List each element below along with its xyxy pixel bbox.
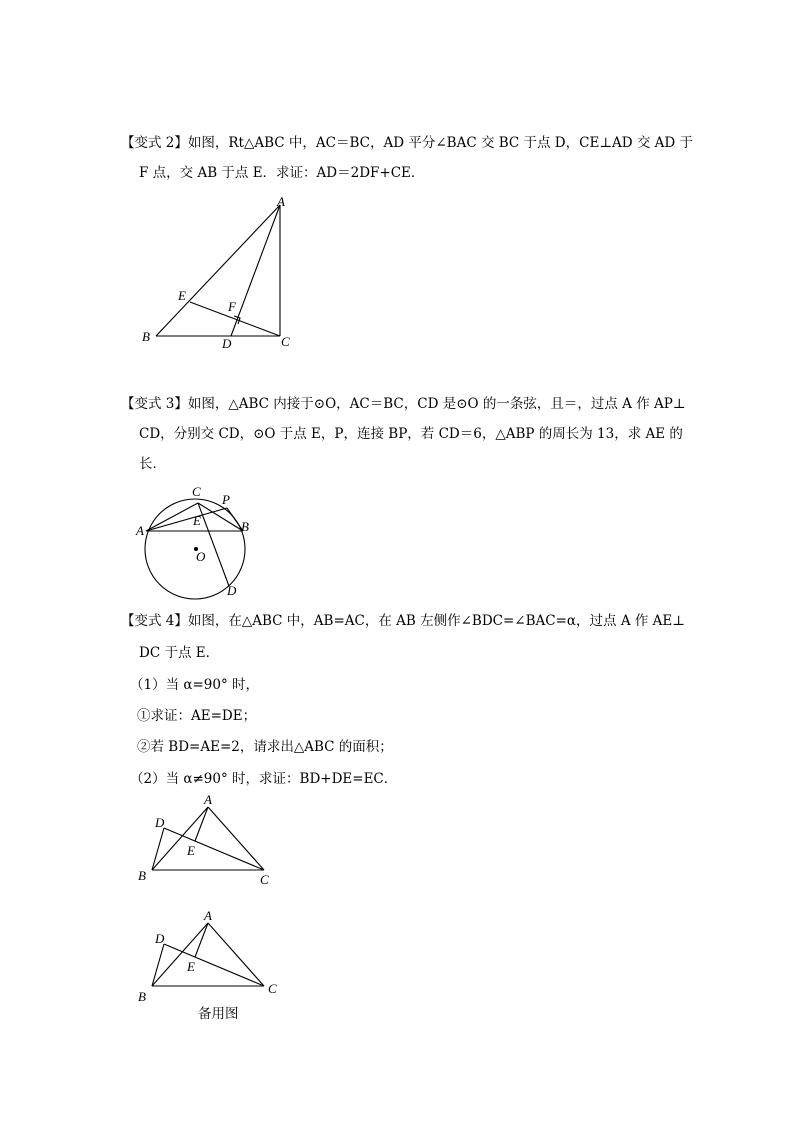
label-B: B xyxy=(241,519,249,534)
label-D: D xyxy=(227,583,237,598)
label-D: D xyxy=(155,931,165,946)
label-C: C xyxy=(260,872,269,887)
problem-3-line-3: 长． xyxy=(139,456,166,472)
label-P: P xyxy=(222,492,230,507)
problem-2-line-2: F 点，交 AB 于点 E．求证：AD＝2DF+CE． xyxy=(139,165,425,181)
label-A: A xyxy=(204,908,212,923)
problem-4-figure xyxy=(132,790,292,890)
problem-3-line-1: 【变式 3】如图，△ABC 内接于⊙O，AC＝BC，CD 是⊙O 的一条弦，且＝，过点 A 作 AP⊥ xyxy=(121,396,686,412)
problem-4-line-5: ②若 BD=AE=2，请求出△ABC 的面积； xyxy=(137,739,393,755)
problem-4-line-1: 【变式 4】如图，在△ABC 中，AB=AC，在 AB 左侧作∠BDC=∠BAC=α，过点 A 作 AE⊥ xyxy=(121,613,685,629)
label-A: A xyxy=(204,792,212,807)
label-C: C xyxy=(268,981,277,996)
label-E: E xyxy=(187,959,195,974)
backup-figure-caption: 备用图 xyxy=(198,1006,239,1022)
label-O: O xyxy=(196,549,206,564)
label-D: D xyxy=(222,336,232,351)
label-B: B xyxy=(138,989,146,1004)
problem-4-backup-figure xyxy=(132,906,292,1006)
problem-2-line-1: 【变式 2】如图，Rt△ABC 中，AC＝BC，AD 平分∠BAC 交 BC 于点 D，CE⊥AD 交 AD 于 xyxy=(121,135,694,151)
problem-3-figure xyxy=(130,483,260,603)
problem-4-line-2: DC 于点 E． xyxy=(139,645,220,661)
problem-4-line-6: （2）当 α≠90° 时，求证：BD+DE=EC． xyxy=(130,771,398,787)
problem-4-line-3: （1）当 α=90° 时， xyxy=(130,677,260,693)
label-E: E xyxy=(193,513,201,528)
label-B: B xyxy=(138,868,146,883)
label-C: C xyxy=(281,334,290,349)
problem-2-figure xyxy=(130,190,310,355)
label-A: A xyxy=(277,194,285,209)
label-A: A xyxy=(136,523,144,538)
problem-3-line-2: CD，分别交 CD，⊙O 于点 E，P，连接 BP，若 CD＝6，△ABP 的周长为 13，求 AE 的 xyxy=(139,426,683,442)
problem-4-line-4: ①求证：AE=DE； xyxy=(137,708,257,724)
label-E: E xyxy=(187,843,195,858)
label-C: C xyxy=(192,484,201,499)
label-F: F xyxy=(228,299,236,314)
label-D: D xyxy=(155,815,165,830)
label-B: B xyxy=(142,329,150,344)
label-E: E xyxy=(178,288,186,303)
